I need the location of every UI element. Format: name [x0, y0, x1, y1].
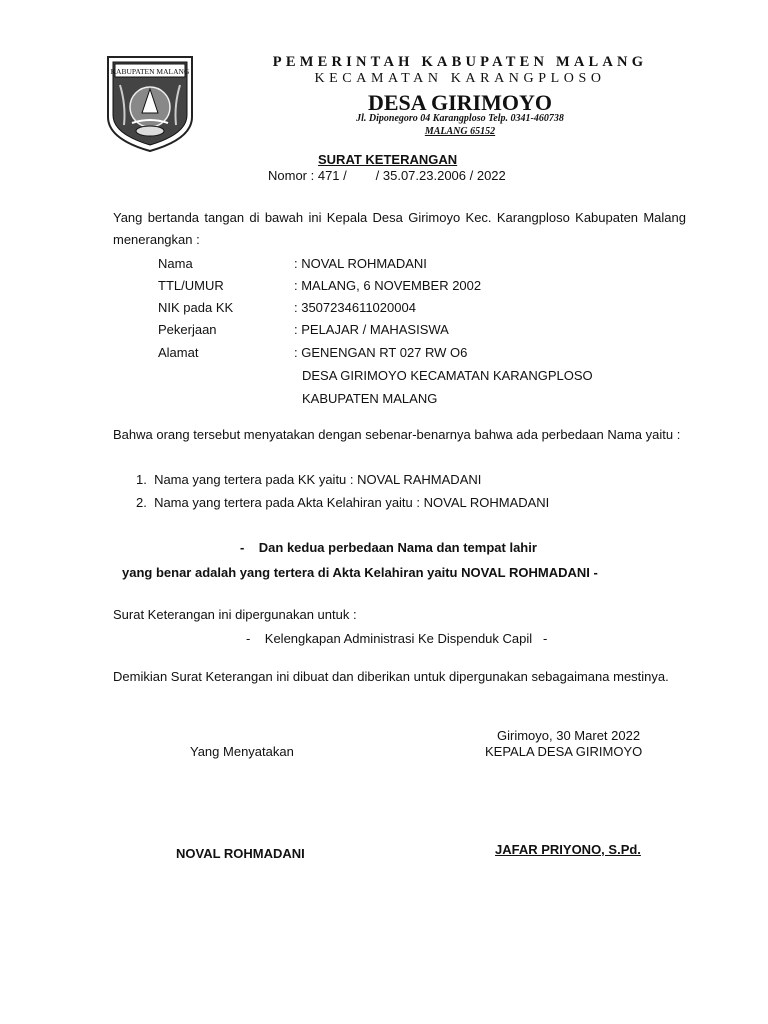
address-line-2: KABUPATEN MALANG	[302, 391, 438, 406]
place-date: Girimoyo, 30 Maret 2022	[497, 728, 641, 743]
field-value-ttl: : MALANG, 6 NOVEMBER 2002	[294, 278, 482, 293]
emphasis-line-1: - Dan kedua perbedaan Nama dan tempat lahir	[240, 540, 537, 555]
statement-paragraph: Bahwa orang tersebut menyatakan dengan sebenar-benarnya bahwa ada perbedaan Nama yaitu :	[113, 427, 681, 442]
field-label-address: Alamat	[158, 345, 199, 360]
office-address: Jl. Diponegoro 04 Karangploso Telp. 0341-460738	[356, 113, 564, 124]
svg-text:KABUPATEN MALANG: KABUPATEN MALANG	[110, 67, 190, 76]
address-line-1: DESA GIRIMOYO KECAMATAN KARANGPLOSO	[302, 368, 593, 383]
left-signer-role: Yang Menyatakan	[190, 744, 294, 759]
list-item-akta: 2. Nama yang tertera pada Akta Kelahiran yaitu : NOVAL ROHMADANI	[136, 495, 550, 510]
office-city: MALANG 65152	[424, 126, 496, 137]
field-value-address: : GENENGAN RT 027 RW O6	[294, 345, 468, 360]
field-value-nik: : 3507234611020004	[294, 300, 416, 315]
intro-paragraph: Yang bertanda tangan di bawah ini Kepala Desa Girimoyo Kec. Karangploso Kabupaten Malang menerangkan :	[113, 210, 686, 247]
field-value-job: : PELAJAR / MAHASISWA	[294, 322, 449, 337]
field-value-name: : NOVAL ROHMADANI	[294, 256, 427, 271]
village-heading: DESA GIRIMOYO	[368, 90, 552, 115]
purpose-intro: Surat Keterangan ini dipergunakan untuk :	[113, 607, 357, 622]
right-signer-role: KEPALA DESA GIRIMOYO	[485, 744, 643, 759]
field-label-name: Nama	[158, 256, 193, 271]
left-signer-name: NOVAL ROHMADANI	[176, 846, 305, 861]
closing-paragraph: Demikian Surat Keterangan ini dibuat dan diberikan untuk dipergunakan sebagaimana mestinya.	[113, 669, 669, 684]
letter-number: Nomor : 471 / / 35.07.23.2006 / 2022	[268, 168, 506, 183]
letter-title: SURAT KETERANGAN	[318, 152, 458, 167]
field-label-ttl: TTL/UMUR	[158, 278, 224, 293]
government-heading: PEMERINTAH KABUPATEN MALANG	[272, 54, 648, 70]
right-signer-name: JAFAR PRIYONO, S.Pd.	[495, 842, 641, 857]
list-item-kk: 1. Nama yang tertera pada KK yaitu : NOVAL RAHMADANI	[136, 472, 482, 487]
emphasis-line-2: yang benar adalah yang tertera di Akta Kelahiran yaitu NOVAL ROHMADANI -	[122, 565, 598, 580]
district-heading: KECAMATAN KARANGPLOSO	[314, 71, 606, 86]
field-label-job: Pekerjaan	[158, 322, 217, 337]
field-label-nik: NIK pada KK	[158, 300, 234, 315]
purpose-item: - Kelengkapan Administrasi Ke Dispenduk Capil -	[246, 631, 548, 646]
